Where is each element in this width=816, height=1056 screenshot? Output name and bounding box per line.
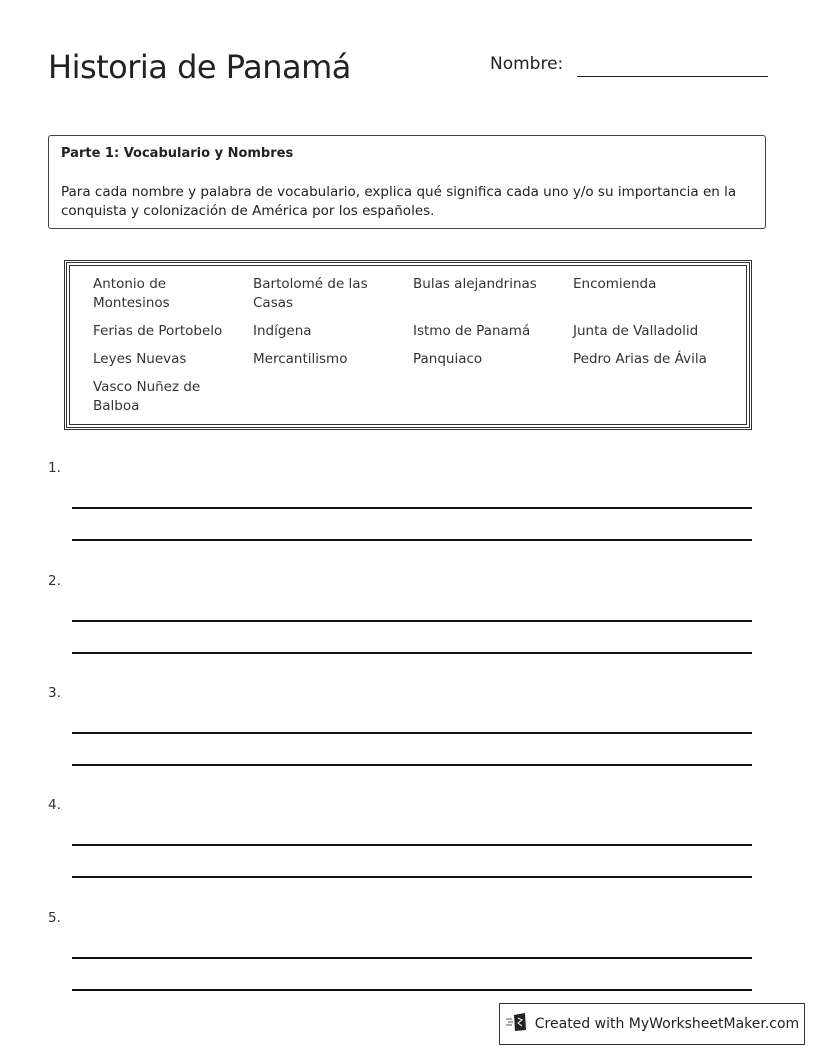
answer-line[interactable]: [72, 876, 752, 878]
word-bank-item: Junta de Valladolid: [573, 323, 699, 339]
instructions-text: Para cada nombre y palabra de vocabulario, explica qué significa cada uno y/o su importancia en la conquista y colonización de América por los españoles.: [61, 184, 737, 219]
name-field-line[interactable]: [577, 76, 768, 77]
word-bank: [64, 260, 752, 430]
answer-line[interactable]: [72, 620, 752, 622]
answer-line[interactable]: [72, 844, 752, 846]
answer-line[interactable]: [72, 764, 752, 766]
question-number: 1.: [48, 460, 61, 476]
word-bank-item: Istmo de Panamá: [413, 323, 531, 339]
answer-line[interactable]: [72, 957, 752, 959]
name-label: Nombre:: [490, 54, 564, 74]
question-number: 4.: [48, 797, 61, 813]
badge-text: Created with MyWorksheetMaker.com: [534, 1016, 800, 1032]
word-bank-item: Bulas alejandrinas: [413, 276, 537, 292]
word-bank-item: Bartolomé de las Casas: [253, 276, 368, 311]
word-bank-item: Pedro Arias de Ávila: [573, 351, 707, 367]
word-bank-item: Encomienda: [573, 276, 657, 292]
answer-line[interactable]: [72, 652, 752, 654]
word-bank-item: Vasco Nuñez de Balboa: [93, 379, 201, 414]
word-bank-grid: [93, 275, 733, 416]
word-bank-item: Antonio de Montesinos: [93, 276, 170, 311]
answer-line[interactable]: [72, 507, 752, 509]
answer-line[interactable]: [72, 989, 752, 991]
question-number: 2.: [48, 573, 61, 589]
question-number: 3.: [48, 685, 61, 701]
instructions-box: [48, 135, 766, 229]
created-with-badge[interactable]: [499, 1003, 805, 1045]
answer-line[interactable]: [72, 539, 752, 541]
answer-line[interactable]: [72, 732, 752, 734]
instructions-heading: Parte 1: Vocabulario y Nombres: [61, 146, 294, 161]
word-bank-item: Panquiaco: [413, 351, 483, 367]
word-bank-item: Mercantilismo: [253, 351, 348, 367]
word-bank-item: Leyes Nuevas: [93, 351, 187, 367]
worksheet-logo-icon: [505, 1012, 529, 1036]
page-title: Historia de Panamá: [48, 48, 351, 86]
question-number: 5.: [48, 910, 61, 926]
word-bank-item: Indígena: [253, 323, 312, 339]
word-bank-item: Ferias de Portobelo: [93, 323, 223, 339]
